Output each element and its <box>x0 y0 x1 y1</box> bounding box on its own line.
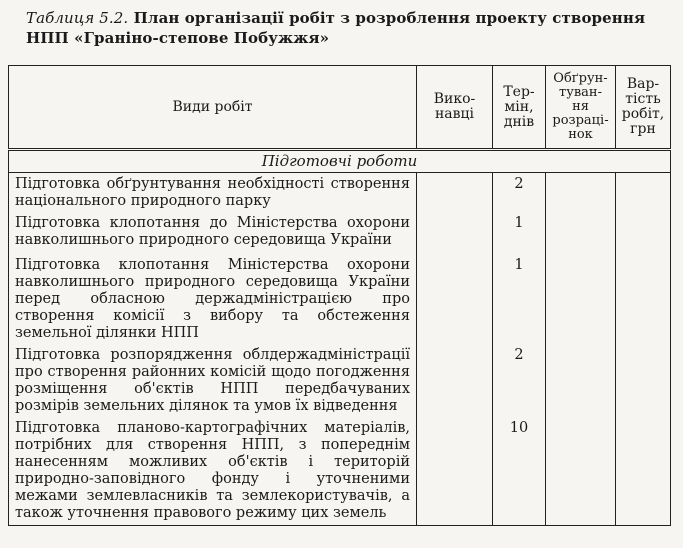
cost-cell <box>616 344 671 417</box>
executors-cell <box>417 212 493 254</box>
section-title: Підготовчі роботи <box>9 150 671 173</box>
header-justification: Обґрун- туван- ня розраці- нок <box>546 66 616 150</box>
header-works: Види робіт <box>9 66 417 150</box>
work-cell: Підготовка клопотання Міністерства охорони навколишнього природного середовища України перед обласною держадміністрацією про створення комісії з вибору та обстеження земельної ділянки НПП <box>9 254 417 344</box>
term-cell: 2 <box>493 344 546 417</box>
executors-cell <box>417 344 493 417</box>
work-plan-table <box>8 65 671 526</box>
term-cell: 2 <box>493 173 546 213</box>
caption-title: План організації робіт з розроблення проекту створення НПП «Граніно-степове Побужжя» <box>26 9 646 47</box>
header-term: Тер- мін, днів <box>493 66 546 150</box>
executors-cell <box>417 173 493 213</box>
term-cell: 1 <box>493 254 546 344</box>
table-row <box>9 173 671 213</box>
section-row <box>9 150 671 173</box>
cost-cell <box>616 417 671 525</box>
table-row <box>9 344 671 417</box>
header-row <box>9 66 671 150</box>
term-cell: 1 <box>493 212 546 254</box>
caption-label: Таблиця 5.2. <box>26 9 129 27</box>
header-executors: Вико- навці <box>417 66 493 150</box>
justification-cell <box>546 212 616 254</box>
cost-cell <box>616 173 671 213</box>
justification-cell <box>546 417 616 525</box>
table-row <box>9 254 671 344</box>
executors-cell <box>417 254 493 344</box>
justification-cell <box>546 254 616 344</box>
header-cost: Вар- тість робіт, грн <box>616 66 671 150</box>
justification-cell <box>546 344 616 417</box>
table-row <box>9 212 671 254</box>
cost-cell <box>616 254 671 344</box>
table-row <box>9 417 671 525</box>
table-caption <box>26 8 666 48</box>
work-cell: Підготовка обґрунтування необхідності створення національного природного парку <box>9 173 417 213</box>
work-cell: Підготовка розпорядження облдержадміністрації про створення районних комісій щодо погодження розміщення об'єктів НПП передбачуваних розмірів земельних ділянок та умов їх відведення <box>9 344 417 417</box>
work-cell: Підготовка планово-картографічних матеріалів, потрібних для створення НПП, з попереднім нанесенням можливих об'єктів і територій природно-заповідного фонду і уточненими межами землевласників та землекористувачів, а також уточнення правового режиму цих земель <box>9 417 417 525</box>
justification-cell <box>546 173 616 213</box>
work-cell: Підготовка клопотання до Міністерства охорони навколишнього природного середовища України <box>9 212 417 254</box>
executors-cell <box>417 417 493 525</box>
term-cell: 10 <box>493 417 546 525</box>
cost-cell <box>616 212 671 254</box>
